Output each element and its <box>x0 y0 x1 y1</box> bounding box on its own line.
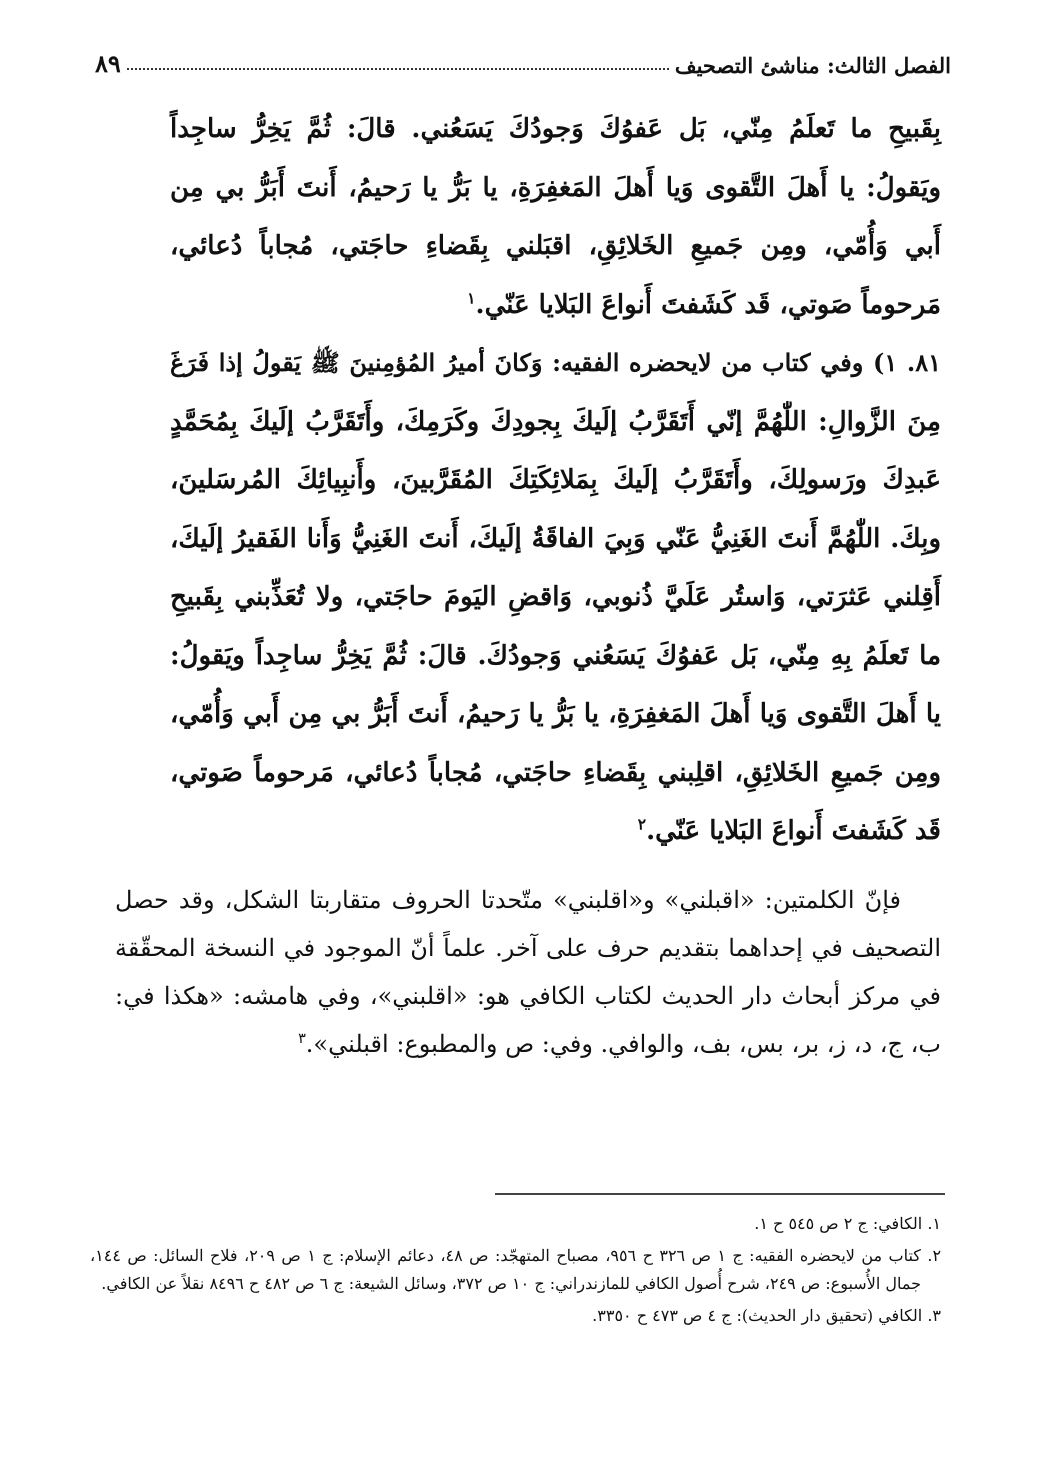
footnote-2: ٢. كتاب من لايحضره الفقيه: ج ١ ص ٣٢٦ ح ٩٥٦، مصباح المتهجّد: ص ٤٨، دعائم الإسلام: ج ١ ص ٢٠٩، فلاح السائل: ص ١٤٤، جمال الأُسبوع: ص ٢٤٩، شرح أُصول الكافي للمازندراني: ج ١٠ ص ٣٧٢، وسائل الشيعة: ج ٦ ص ٤٨٢ ح ٨٤٩٦ نقلاً عن الكافي. <box>90 1246 942 1293</box>
footnote-ref-1[interactable]: ١ <box>467 287 476 307</box>
header-dot-leader <box>127 68 669 70</box>
hadith-quote-2-lead: ٨١. ١) وفي كتاب من لايحضره الفقيه: وَكانَ أميرُ المُؤمِنينَ ﷺ يَقولُ إذا فَرَغَ <box>170 348 942 377</box>
footnote-ref-3[interactable]: ٣ <box>298 1031 306 1047</box>
footnote-separator <box>495 1193 945 1195</box>
footnotes <box>90 1210 941 1334</box>
footnote-1: ١. الكافي: ج ٢ ص ٥٤٥ ح ١. <box>754 1214 941 1233</box>
hadith-quote-1-text: بِقَبيحِ ما تَعلَمُ مِنّي، بَل عَفوُكَ وَجودُكَ يَسَعُني. قالَ: ثُمَّ يَخِرُّ ساجِداً ويَقولُ: يا أَهلَ التَّقوى وَيا أَهلَ المَغفِرَةِ، يا بَرُّ يا رَحيمُ، أَنتَ أَبَرُّ بي مِن أَبي وَأُمّي، ومِن جَميعِ الخَلائِقِ، اقبَلني بِقَضاءِ حاجَتي، مُجاباً دُعائي، مَرحوماً صَوتي، قَد كَشَفتَ أَنواعَ البَلايا عَنّي. <box>170 114 941 320</box>
body-paragraph <box>115 876 941 1068</box>
hadith-quote-2-text: مِنَ الزَّوالِ: اللّٰهُمَّ إنّي أَتَقَرَّبُ إلَيكَ بِجودِكَ وكَرَمِكَ، وأَتَقَرَّبُ إلَيكَ بِمُحَمَّدٍ عَبدِكَ ورَسولِكَ، وأَتَقَرَّبُ إلَيكَ بِمَلائِكَتِكَ المُقَرَّبينَ، وأَنبِيائِكَ المُرسَلينَ، وبِكَ. اللّٰهُمَّ أَنتَ الغَنِيُّ عَنّي وَبِيَ الفاقَةُ إلَيكَ، أَنتَ الغَنِيُّ وَأَنا الفَقيرُ إلَيكَ، أَقِلني عَثرَتي، وَاستُر عَلَيَّ ذُنوبي، وَاقضِ اليَومَ حاجَتي، ولا تُعَذِّبني بِقَبيحِ ما تَعلَمُ بِهِ مِنّي، بَل عَفوُكَ يَسَعُني وَجودُكَ. قالَ: ثُمَّ يَخِرُّ ساجِداً ويَقولُ: يا أَهلَ التَّقوى وَيا أَهلَ المَغفِرَةِ، يا بَرُّ يا رَحيمُ، أَنتَ أَبَرُّ بي مِن أَبي وَأُمّي، ومِن جَميعِ الخَلائِقِ، اقلِبني بِقَضاءِ حاجَتي، مُجاباً دُعائي، مَرحوماً صَوتي، قَد كَشَفتَ أَنواعَ البَلايا عَنّي. <box>170 406 941 846</box>
hadith-quote-2 <box>170 334 941 861</box>
footnote-3: ٣. الكافي (تحقيق دار الحديث): ج ٤ ص ٤٧٣ ح ٣٣٥٠. <box>592 1306 941 1325</box>
hadith-quote-block <box>170 100 941 861</box>
chapter-title: الفصل الثالث: مناشئ التصحيف <box>674 53 951 78</box>
page-number: ٨٩ <box>95 49 121 78</box>
main-text <box>115 876 941 1068</box>
running-header <box>95 38 951 78</box>
footnote-ref-2[interactable]: ٢ <box>637 814 647 834</box>
hadith-quote-1 <box>170 100 941 334</box>
body-paragraph-text: فإنّ الكلمتين: «اقبلني» و«اقلبني» متّحدتا الحروف متقاربتا الشكل، وقد حصل التصحيف في إحداهما بتقديم حرف على آخر. علماً أنّ الموجود في النسخة المحقّقة في مركز أبحاث دار الحديث لكتاب الكافي هو: «اقلبني»، وفي هامشه: «هكذا في: ب، ج، د، ز، بر، بس، بف، والوافي. وفي: ص والمطبوع: اقبلني». <box>115 886 941 1058</box>
